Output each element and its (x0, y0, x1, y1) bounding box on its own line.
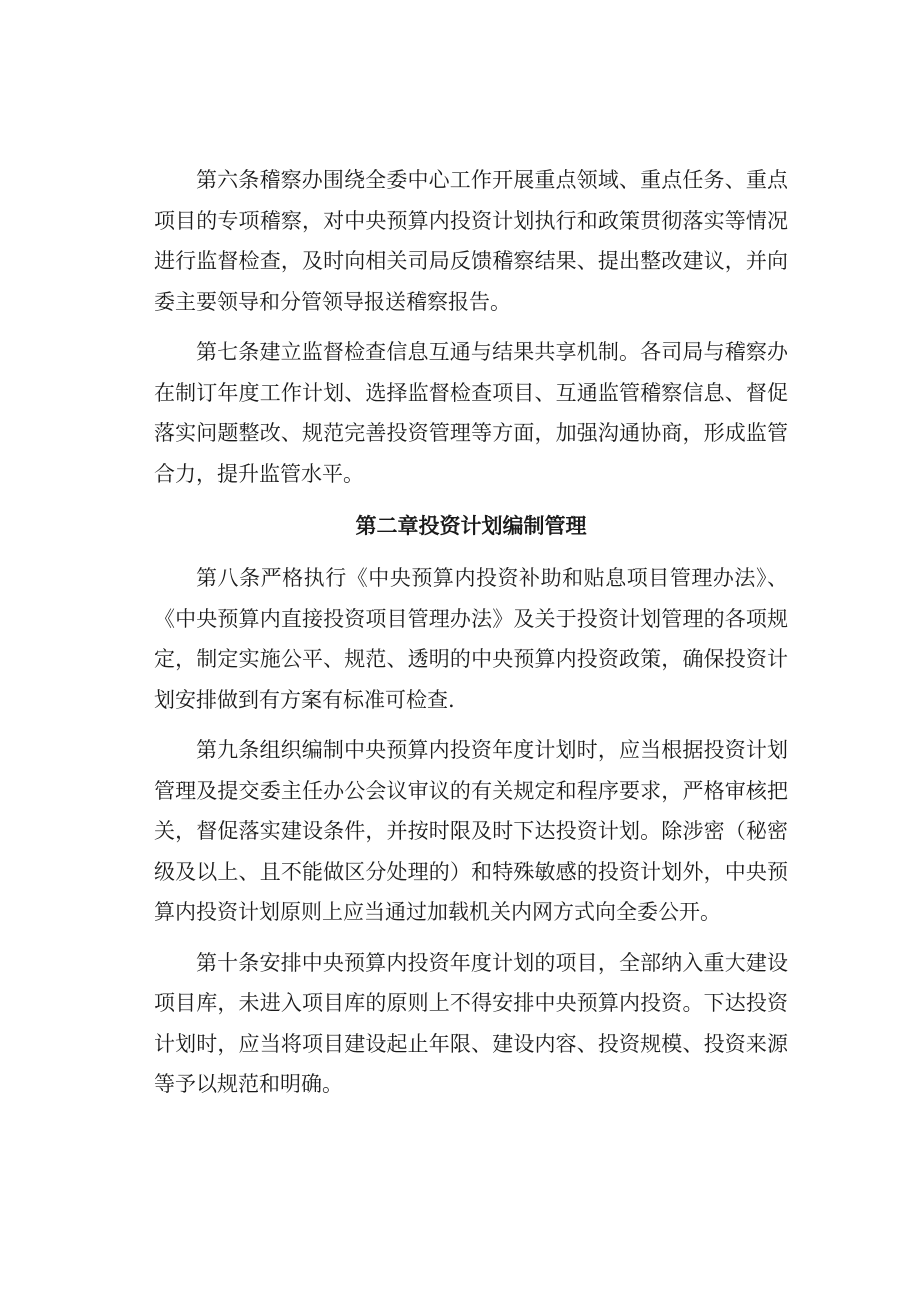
document-body (154, 160, 788, 1115)
article-8-paragraph: 第八条严格执行《中央预算内投资补助和贴息项目管理办法》、《中央预算内直接投资项目管理办法》及关于投资计划管理的各项规定，制定实施公平、规范、透明的中央预算内投资政策，确保投资计划安排做到有方案有标准可检查. (154, 566, 788, 712)
article-6-paragraph: 第六条稽察办围绕全委中心工作开展重点领域、重点任务、重点项目的专项稽察，对中央预算内投资计划执行和政策贯彻落实等情况进行监督检查，及时向相关司局反馈稽察结果、提出整改建议，并向委主要领导和分管领导报送稽察报告。 (154, 168, 788, 314)
article-10-paragraph: 第十条安排中央预算内投资年度计划的项目，全部纳入重大建设项目库，未进入项目库的原则上不得安排中央预算内投资。下达投资计划时，应当将项目建设起止年限、建设内容、投资规模、投资来源等予以规范和明确。 (154, 950, 788, 1096)
article-7-paragraph: 第七条建立监督检查信息互通与结果共享机制。各司局与稽察办在制订年度工作计划、选择监督检查项目、互通监管稽察信息、督促落实问题整改、规范完善投资管理等方面，加强沟通协商，形成监管合力，提升监管水平。 (154, 340, 788, 486)
chapter-title: 第二章投资计划编制管理 (355, 514, 587, 538)
article-9-paragraph: 第九条组织编制中央预算内投资年度计划时，应当根据投资计划管理及提交委主任办公会议审议的有关规定和程序要求，严格审核把关，督促落实建设条件，并按时限及时下达投资计划。除涉密（秘密级及以上、且不能做区分处理的）和特殊敏感的投资计划外，中央预算内投资计划原则上应当通过加载机关内网方式向全委公开。 (154, 738, 788, 924)
